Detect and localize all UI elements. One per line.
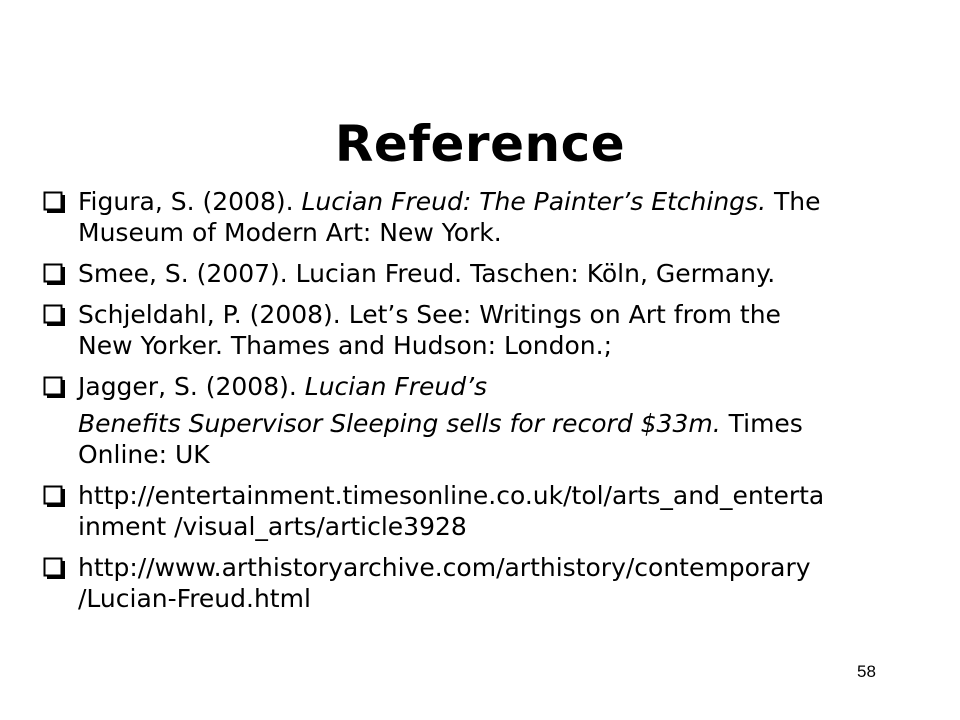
square-bullet-icon [43, 191, 66, 214]
reference-item [43, 299, 933, 361]
reference-url-line: http://entertainment.timesonline.co.uk/tol/arts_and_enterta [78, 481, 825, 510]
reference-url-line: http://www.arthistoryarchive.com/arthistory/contemporary [78, 553, 811, 582]
reference-continuation [43, 408, 933, 470]
reference-item [43, 480, 933, 542]
reference-line: Schjeldahl, P. (2008). Let’s See: Writings on Art from the [78, 300, 781, 329]
reference-line: Online: UK [78, 440, 210, 469]
reference-line: Figura, S. (2008). Lucian Freud: The Painter’s Etchings. The [78, 187, 821, 216]
reference-line: Smee, S. (2007). Lucian Freud. Taschen: Köln, Germany. [78, 259, 776, 288]
page-number: 58 [857, 662, 876, 681]
square-bullet-icon [43, 263, 66, 286]
reference-list [43, 186, 933, 624]
reference-item [43, 371, 933, 402]
reference-url-line: inment /visual_arts/article3928 [78, 512, 467, 541]
square-bullet-icon [43, 557, 66, 580]
reference-item [43, 552, 933, 614]
square-bullet-icon [43, 485, 66, 508]
reference-item [43, 258, 933, 289]
square-bullet-icon [43, 304, 66, 327]
reference-line: New Yorker. Thames and Hudson: London.; [78, 331, 613, 360]
reference-line: Museum of Modern Art: New York. [78, 218, 502, 247]
reference-line: Jagger, S. (2008). Lucian Freud’s [78, 372, 488, 401]
reference-item [43, 186, 933, 248]
slide-title: Reference [334, 115, 626, 173]
reference-line: Benefits Supervisor Sleeping sells for record $33m. Times [78, 409, 803, 438]
square-bullet-icon [43, 376, 66, 399]
reference-url-line: /Lucian-Freud.html [78, 584, 311, 613]
